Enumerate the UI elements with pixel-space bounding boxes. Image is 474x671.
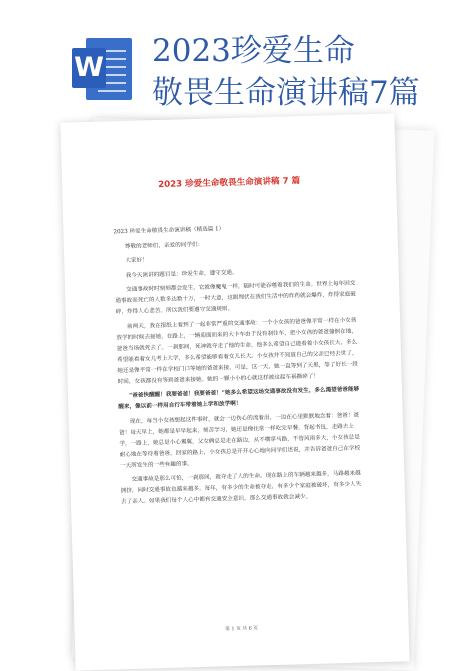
paragraph: 交通事故是那么可怕，一刹那间，就夺走了人的生命。现在路上的车辆越来越多，马路越来越拥挤，同时交通事故也越来越多。每年，有多少的生命被夺走，有多少个家庭被破坏，有多少人失去了亲人。如果我们每个人心中都有交通安全意识，那么交通事故就会减少。 <box>120 470 362 506</box>
document-heading <box>152 30 462 114</box>
page-number: 第 1 页 共 6 页 <box>225 626 259 633</box>
paragraph: 尊敬的老师们，亲爱的同学们： <box>124 241 204 250</box>
paragraph: 现在，每当小女孩想起这件事时，就会一边伤心的流着泪，一边在心里默默地念着：爸爸！爸爸！每天早上，她都是早早起来，刻苦学习，她还是像往常一样吃完早餐，背起书包，走路去上学，一路上，她总是小心翼翼，父女俩总是走在路边，从不横穿马路，不管风雨多大，小女孩总是耐心地在等待着爸爸。回家的路上，小女孩总是开开心心地向同学们述说，并告诉爸爸自己在学校一天所发生的一些有趣的事。 <box>119 412 361 469</box>
paragraph: 我今天演讲的题目是：珍爱生命，遵守交通。 <box>125 269 238 279</box>
paragraph: 大家好！ <box>125 257 148 265</box>
word-document-icon <box>72 38 132 100</box>
paragraph: 交通事故时时刻刻都会发生，它就像魔鬼一样，随时可能吞噬着我们的生命。世界上每年因交通事故而死亡的人数多达数十万，一时大意，这眼埋伏在我们生活中的炸药就会爆炸，炸得家庭破碎，炸得人心悲苦。所以我们要遵守交通规则。 <box>115 280 356 316</box>
page-body <box>113 221 363 512</box>
paragraph: 2023 珍爱生命敬畏生命演讲稿（精选篇 1） <box>113 226 225 236</box>
paragraph: 前两天，我在报纸上看到了一起非常严重的交通事故：一个小女孩的爸爸像平常一样在小女孩放学的时候去接她，在路上，一辆迎面而来的大卡车由于没有刹住车，把小女孩的爸爸撞倒在地，爸爸当场就死去了。一刹那间，死神就夺走了他的生命，他多么希望自己能看着小女孩长大，多么希望能看着女儿考上大学，多么希望能够看着女儿长大。小女孩并不知道自己的父亲已经去世了，她还是像平常一样在学校门口等她的爸爸来接。可是，这一天，她一直等到了天黑，等了好长一段时间，女孩都没有等到爸爸来接她。她的一颗小小的心就这样被这起车祸撕碎了！ <box>116 317 358 385</box>
sheet-line <box>98 90 126 92</box>
page-title: 2023 珍爱生命敬畏生命演讲稿 7 篇 <box>158 176 301 191</box>
heading-line-2: 敬畏生命演讲稿7篇 <box>152 75 420 111</box>
heading-line-1: 2023珍爱生命 <box>152 33 355 69</box>
paragraph: “爸爸快醒醒！我要爸爸！我要爸爸！”她多么希望这场交通事故没有发生，多么渴望爸爸能够醒来，像以前一样用自行车带着她上学和放学啊！ <box>118 386 360 411</box>
word-letter-badge: W <box>72 48 106 88</box>
document-page-preview <box>60 113 409 670</box>
